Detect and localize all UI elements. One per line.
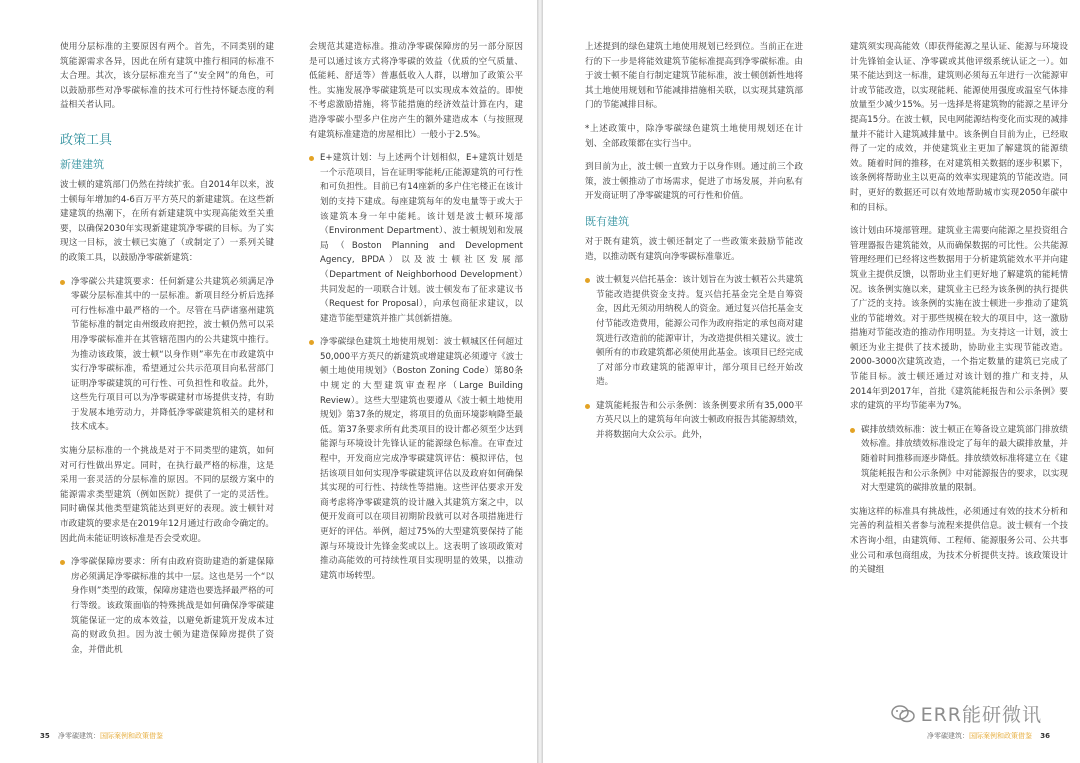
left-footer bbox=[40, 731, 163, 741]
paragraph: 上述提到的绿色建筑土地使用规划已经到位。当前正在进行的下一步是将能效建筑节能标准提高到净零碳标准。由于波士顿不能自行制定建筑节能标准，波士顿创新性地将其土地使用规划和节能减排措施相关联，以实现其建筑部门的节能减排目标。 bbox=[585, 42, 803, 111]
paragraph: 实施分层标准的一个挑战是对于不同类型的建筑，如何对可行性做出界定。同时，在执行最严格的标准，这是采用一套灵活的分层标准的原因。不同的层级方案中的能源需求类型建筑（例如医院）提供了一定的灵活性。同时确保其他类型建筑能达到更好的表现。波士顿针对市政建筑的要求是在2019年12月通过行政命令确定的。因此尚未能证明该标准是否会受欢迎。 bbox=[60, 446, 274, 544]
footer-title: 净零碳建筑： bbox=[57, 732, 100, 740]
watermark-text: ERR能研微讯 bbox=[920, 704, 1042, 726]
paragraph: 对于既有建筑，波士顿还制定了一些政策来鼓励节能改造，以推动既有建筑向净零碳标准靠近。 bbox=[585, 236, 803, 262]
bullet-icon bbox=[60, 560, 65, 565]
page-number: 36 bbox=[1040, 732, 1050, 740]
bullet-item bbox=[585, 273, 803, 399]
bullet-item bbox=[60, 555, 274, 666]
bullet-item bbox=[850, 423, 1068, 505]
page-number: 35 bbox=[40, 732, 50, 740]
footer-subtitle: 国际案例和政策借鉴 bbox=[969, 732, 1033, 740]
paragraph: 会规范其建造标准。推动净零碳保障房的另一部分原因是可以通过该方式将净零碳的效益（优质的空气质量、低能耗、舒适等）普惠低收入人群，以增加了政策公平性。实施发展净零碳建筑是可以实现成本效益的。即使不考虑激励措施，将节能措施的经济效益计算在内，建造净零碳小型多户住房产生的额外建造成本（与按照现有建筑标准建造的房屋相比）一般小于2.5%。 bbox=[309, 42, 523, 140]
bullet-icon bbox=[309, 340, 314, 345]
watermark bbox=[891, 700, 1042, 727]
bullet-icon bbox=[309, 156, 314, 161]
subsection-title: 新建建筑 bbox=[60, 157, 104, 171]
footnote: *上述政策中，除净零碳绿色建筑土地使用规划还在计划、全部政策都在实行当中。 bbox=[585, 123, 803, 149]
paragraph: 建筑须实现高能效（即获得能源之星认证、能源与环境设计先锋铂金认证、净零碳或其他评级系统认证之一）。如果不能达到这一标准，建筑则必须每五年进行一次能源审计或节能改造，以实现能耗、能源使用强度或温室气体排放量至少减少15%。另一选择是将建筑物的能源之星评分提高15分。在波士顿，民电网能源结构变化而实现的减排量并不能计入建筑减排量中。该条例自目前为止，已经取得了一定的成效，并使建筑业主更加了解建筑的能源绩效。随着时间的推移，在对建筑相关数据的逐步积累下，该条例将帮助业主以更高的效率实现建筑的节能改造。同时，更好的数据还可以有效地帮助城市实现2050年碳中和的目标。 bbox=[850, 42, 1068, 213]
right-column-2 bbox=[850, 40, 1068, 587]
bullet-text: 净零碳保障房要求：所有由政府资助建造的新建保障房必须满足净零碳标准的其中一层。这也是另一个“以身作则”类型的政策，保障房建造也要选择最严格的可行等级。该政策面临的特殊挑战是如何确保净零碳建筑能保证一定的成本效益，以避免新建筑开发成本过高的财政负担。因为波士顿为建造保障房提供了资金，并借此机 bbox=[71, 557, 274, 655]
intro-paragraph: 使用分层标准的主要原因有两个。首先，不同类别的建筑能源需求各异，因此在所有建筑中推行相同的标准不太合理。其次，该分层标准充当了“安全网”的角色，可以鼓励那些对净零碳标准的技术可行性持怀疑态度的利益相关者认同。 bbox=[60, 42, 274, 111]
bullet-icon bbox=[850, 428, 855, 433]
left-page bbox=[0, 0, 537, 763]
paragraph: 到目前为止，波士顿一直致力于以身作则。通过前三个政策，波士顿推动了市场需求，促进了市场发展，并向私有开发商证明了净零碳建筑的可行性和价值。 bbox=[585, 162, 803, 202]
bullet-icon bbox=[60, 280, 65, 285]
bullet-item bbox=[585, 399, 803, 452]
bullet-item bbox=[60, 275, 274, 445]
bullet-item bbox=[309, 335, 523, 592]
bullet-text: 波士顿复兴信托基金：该计划旨在为波士顿若公共建筑节能改造提供资金支持。复兴信托基金完全是自筹资金，因此无须动用纳税人的资金。通过复兴信托基金支付节能改造费用，能源公司作为政府指定的承包商对建筑进行改造前的能源审计，为改造提供相关建议。波士顿所有的市政建筑都必须使用此基金。该项目已经完成了对部分市政建筑的能源审计，部分项目已经开始改造。 bbox=[596, 275, 803, 388]
wechat-icon bbox=[891, 705, 915, 723]
paragraph: 该计划由环境部管理。建筑业主需要向能源之星投资组合管理器报告建筑能效，从而确保数据的可比性。公共能源管理经理们已经将这些数据用于分析建筑能效水平并向建筑业主提供反馈，以帮助业主们更好地了解建筑的能耗情况。该条例实施以来，建筑业主已经为该条例的执行提供了广泛的支持。该条例的实施在波士顿进一步推动了建筑业的节能增效。对于那些规模在较大的项目中，这一激励措施对节能改造的推动作用明显。为支持这一计划，波士顿还为业主提供了技术援助，协助业主实现节能改造。2000-3000次建筑改造，一个指定数量的建筑已完成了节能目标。波士顿还通过对该计划的推广和支持，从2014年到2017年，首批《建筑能耗报告和公示条例》要求的建筑的平均节能率为7%。 bbox=[850, 226, 1068, 412]
paragraph: 实施这样的标准具有挑战性，必须通过有效的技术分析和完善的利益相关者参与流程来提供信息。波士顿有一个技术咨询小组，由建筑师、工程师、能源服务公司、公共事业公司和承包商组成，为技术分析提供支持。该政策设计的关键组 bbox=[850, 506, 1068, 576]
bullet-text: 建筑能耗报告和公示条例：该条例要求所有35,000平方英尺以上的建筑每年向波士顿政府报告其能源绩效，并将数据向大众公示。此外， bbox=[596, 400, 803, 441]
bullet-item bbox=[309, 151, 523, 335]
right-column-1 bbox=[585, 40, 803, 452]
left-column-1 bbox=[60, 40, 274, 666]
bullet-icon bbox=[585, 404, 590, 409]
left-column-2 bbox=[309, 40, 523, 592]
right-footer bbox=[927, 731, 1050, 741]
bullet-text: E+建筑计划：与上述两个计划相似，E+建筑计划是一个示范项目，旨在证明零能耗/正能源建筑的可行性和可负担性。目前已有14座新的多户住宅楼正在该计划的支持下建成。每座建筑每年的发电量等于或大于该建筑本身一年中能耗。该计划是波士顿环境部（Environment Department）、波士顿规划和发展局（Boston Planning and Development Agency, BPDA）以及波士顿社区发展部（Department of Neighborhood Development）共同发起的一项联合计划。波士顿发布了征求建议书（Request for Proposal），向承包商征求建议，以建造节能型建筑并推广其创新措施。 bbox=[320, 153, 523, 324]
bullet-text: 净零碳绿色建筑土地使用规划：波士顿城区任何超过50,000平方英尺的新建筑或增建建筑必须遵守《波士顿土地使用规划》（Boston Zoning Code）第80条中规定的大型建筑审查程序（Large Building Review）。这些大型建筑也要遵从《波士顿土地使用规划》第37条的规定，将项目的负面环境影响降至最低。第37条要求所有此类项目的设计都必须至少达到能源与环境设计先锋认证的能源绿色标准。在审查过程中，开发商应完成净零碳建筑评估：模拟评估，包括该项目如何实现净零碳建筑评估以及政府如何确保其实现的可行性、持续性等措施。这些评估要求开发商考虑将净零碳建筑的设计融入其建筑方案之中，以便开发商可以在项目初期阶段就可以对各项措施进行更好的评估。举例，超过75%的大型建筑要保持了能源与环境设计先锋金奖或以上。这表明了该项政策对推动高能效的可持续性项目实现明显的效果，以推动建筑市场转型。 bbox=[320, 337, 523, 581]
bullet-text: 碳排放绩效标准：波士顿正在筹备设立建筑部门排放绩效标准。排放绩效标准设定了每年的最大碳排放量，并随着时间推移而逐步降低。排放绩效标准将建立在《建筑能耗报告和公示条例》中对能源报告的要求，以实现对大型建筑的碳排放量的限制。 bbox=[861, 424, 1068, 494]
subsection-title: 既有建筑 bbox=[585, 214, 629, 228]
footer-subtitle: 国际案例和政策借鉴 bbox=[99, 732, 163, 740]
bullet-icon bbox=[585, 278, 590, 283]
paragraph: 波士顿的建筑部门仍然在持续扩张。自2014年以来，波士顿每年增加约4-6百万平方英尺的新建建筑。在这些新建建筑的热潮下，在所有新建建筑中实现高能效至关重要，以确保2030年实现新建建筑净零碳的目标。为了实现这一目标，波士顿已实施了（或制定了）一系列关键的政策工具，以鼓励净零碳新建筑： bbox=[60, 179, 274, 263]
bullet-text: 净零碳公共建筑要求：任何新建公共建筑必须满足净零碳分层标准其中的一层标准。新项目经分析后选择可行性标准中最严格的一个。尽管在马萨诸塞州建筑节能标准的制定由州级政府把控，波士顿仍然可以采用净零碳标准并在其管辖范围内的公共建筑中推行。为推动该政策，波士顿“以身作则”率先在市政建筑中实行净零碳标准，希望通过公共示范项目向私营部门证明净零碳建筑的可行性、可负担性和收益。此外，这些先行项目可以为净零碳建材市场提供支持，有助于发展本地劳动力，并降低净零碳建筑相关的建材和技术成本。 bbox=[71, 276, 274, 433]
right-page bbox=[543, 0, 1080, 763]
section-title: 政策工具 bbox=[60, 132, 113, 148]
footer-title: 净零碳建筑： bbox=[927, 732, 970, 740]
